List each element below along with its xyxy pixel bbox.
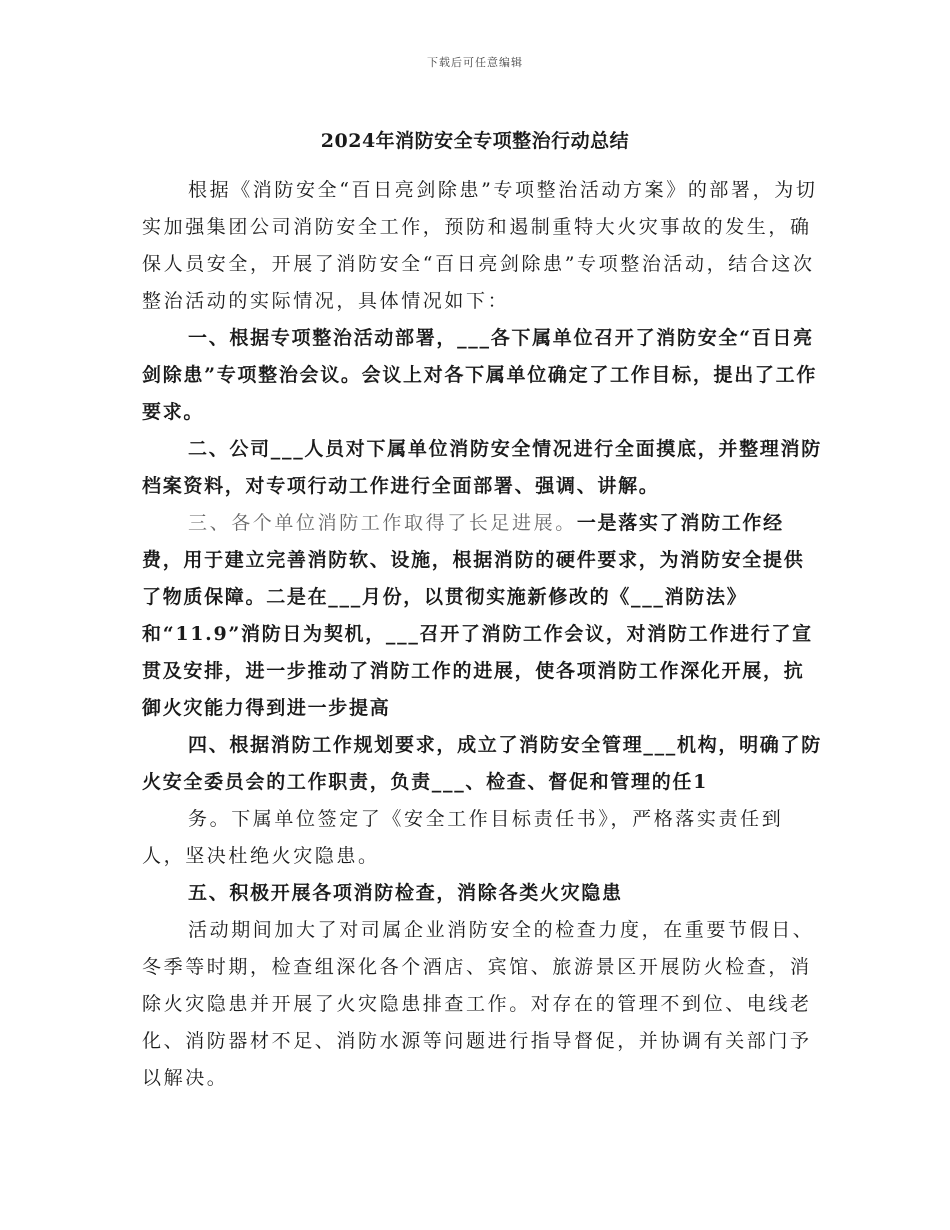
document-body [142, 172, 822, 1097]
section-1-paragraph: 一、根据专项整治活动部署，___各下属单位召开了消防安全“百日亮剑除患”专项整治会议。会议上对各下属单位确定了工作目标，提出了工作要求。 [142, 327, 818, 423]
section-2-paragraph: 二、公司___人员对下属单位消防安全情况进行全面摸底，并整理消防档案资料，对专项行动工作进行全面部署、强调、讲解。 [142, 438, 822, 497]
intro-paragraph: 根据《消防安全“百日亮剑除患”专项整治活动方案》的部署，为切实加强集团公司消防安全工作，预防和遏制重特大火灾事故的发生，确保人员安全，开展了消防安全“百日亮剑除患”专项整治活动，结合这次整治活动的实际情况，具体情况如下： [142, 179, 818, 312]
section-4-paragraph: 四、根据消防工作规划要求，成立了消防安全管理___机构，明确了防火安全委员会的工作职责，负责___、检查、督促和管理的任1 [142, 734, 822, 793]
section-3-lead: 三、各个单位消防工作取得了长足进展。 [188, 512, 577, 534]
section-5-heading: 五、积极开展各项消防检查，消除各类火灾隐患 [188, 882, 623, 904]
section-3-paragraph [142, 505, 822, 727]
section-4-continuation: 务。下属单位签定了《安全工作目标责任书》，严格落实责任到人，坚决杜绝火灾隐患。 [142, 808, 784, 867]
page-header: 下载后可任意编辑 [427, 56, 523, 69]
section-5-paragraph: 活动期间加大了对司属企业消防安全的检查力度，在重要节假日、冬季等时期，检查组深化各个酒店、宾馆、旅游景区开展防火检查，消除火灾隐患并开展了火灾隐患排查工作。对存在的管理不到位、电线老化、消防器材不足、消防水源等问题进行指导督促，并协调有关部门予以解决。 [142, 919, 815, 1089]
section-3-rest: 一是落实了消防工作经费，用于建立完善消防软、设施，根据消防的硬件要求，为消防安全提供了物质保障。二是在___月份，以贯彻实施新修改的《___消防法》和“11.9”消防日为契机，___召开了消防工作会议，对消防工作进行了宣贯及安排，进一步推动了消防工作的进展，使各项消防工作深化开展，抗御火灾能力得到进一步提高 [142, 512, 813, 719]
document-title: 2024年消防安全专项整治行动总结 [320, 130, 630, 152]
